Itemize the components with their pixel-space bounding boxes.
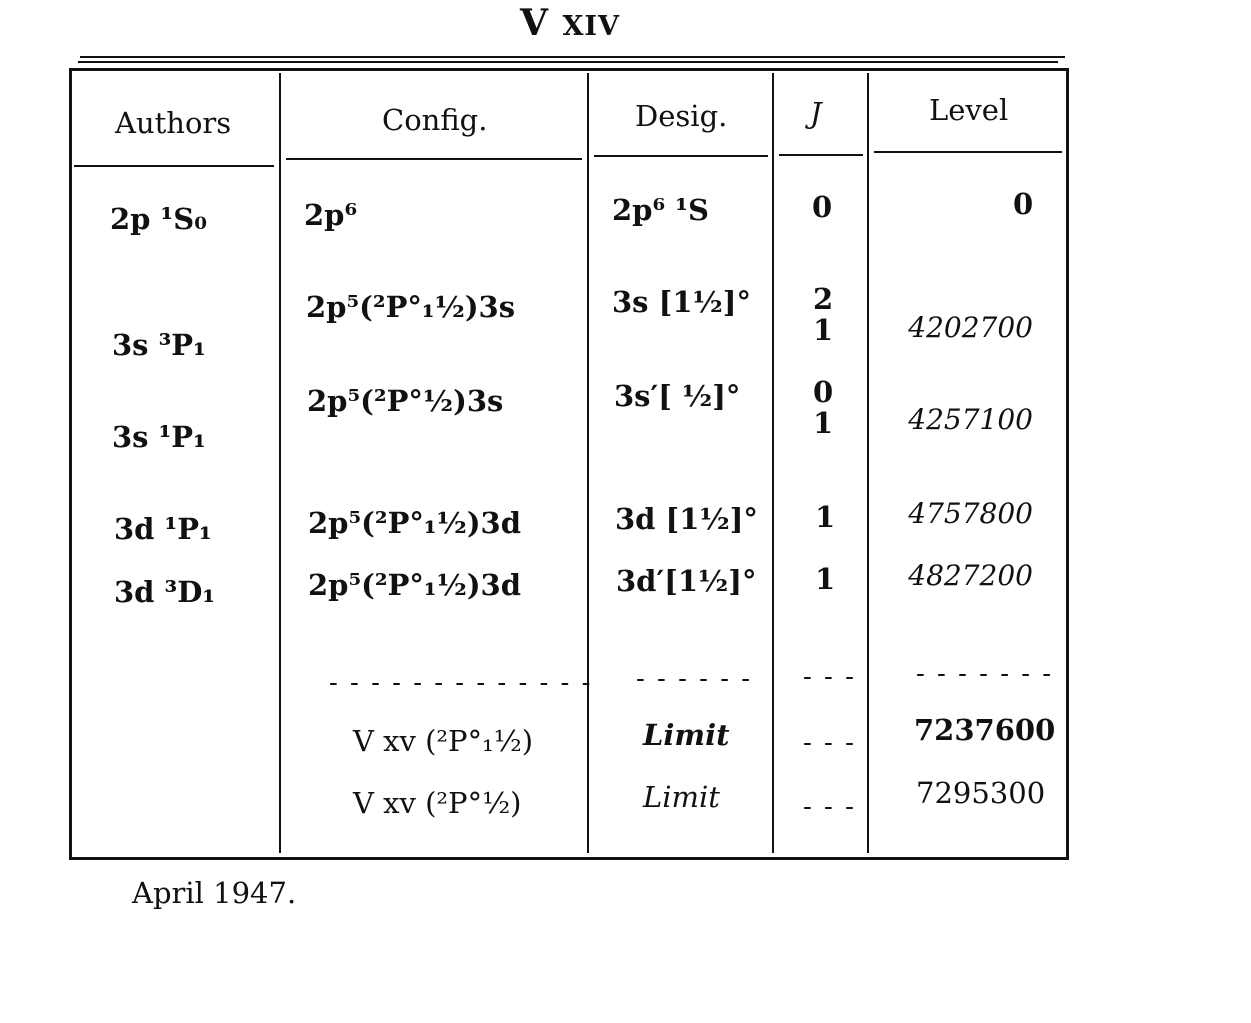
separator-desig: - - - - - - (636, 664, 753, 694)
date-note: April 1947. (132, 876, 297, 910)
limit-level: 7295300 (916, 776, 1046, 810)
limit-config: V xv (²P°½) (353, 786, 522, 820)
row-config: 2p⁵(²P°₁½)3s (306, 290, 516, 324)
row-level: 4257100 (908, 403, 1033, 436)
limit-desig: Limit (643, 780, 720, 814)
header-rule (779, 154, 863, 156)
row-level: 4757800 (908, 497, 1033, 530)
limit-desig: Limit (643, 718, 730, 752)
header-j: J (810, 96, 822, 130)
row-j-upper: 2 (813, 282, 834, 316)
row-desig: 3s′[ ½]° (614, 379, 741, 413)
row-j-lower: 1 (813, 313, 834, 347)
limit-config: V xv (²P°₁½) (353, 724, 534, 758)
header-level: Level (929, 93, 1009, 127)
header-rule (286, 158, 582, 160)
row-j: 0 (812, 190, 833, 224)
limit-j: - - - (803, 792, 856, 822)
row-level: 0 (1013, 187, 1034, 221)
column-divider (279, 73, 281, 853)
limit-level: 7237600 (914, 713, 1056, 747)
top-rule-inner (78, 61, 1058, 63)
header-desig: Desig. (635, 99, 728, 133)
header-config: Config. (382, 103, 488, 137)
row-j-upper: 0 (813, 375, 834, 409)
row-authors: 3d ¹P₁ (114, 512, 212, 546)
separator-j: - - - (803, 662, 856, 692)
row-j-lower: 1 (813, 406, 834, 440)
header-rule (874, 151, 1062, 153)
row-j: 1 (815, 562, 836, 596)
row-j: 1 (815, 500, 836, 534)
column-divider (867, 73, 869, 853)
header-rule (594, 155, 768, 157)
header-rule (74, 165, 274, 167)
row-authors: 3d ³D₁ (114, 575, 216, 609)
row-config: 2p⁵(²P°½)3s (307, 384, 504, 418)
separator-level: - - - - - - - (916, 659, 1054, 689)
header-authors: Authors (115, 106, 232, 140)
row-config: 2p⁵(²P°₁½)3d (308, 506, 522, 540)
column-divider (587, 73, 589, 853)
separator-config: - - - - - - - - - - - - - (329, 668, 593, 698)
row-desig: 3d′[1½]° (616, 564, 757, 598)
row-config: 2p⁶ (304, 198, 358, 232)
title-element: V (519, 2, 549, 44)
row-level: 4202700 (908, 311, 1033, 344)
row-authors: 3s ³P₁ (112, 328, 206, 362)
row-desig: 3s [1½]° (612, 285, 751, 319)
row-authors: 3s ¹P₁ (112, 420, 206, 454)
row-config: 2p⁵(²P°₁½)3d (308, 568, 522, 602)
limit-j: - - - (803, 728, 856, 758)
row-level: 4827200 (908, 559, 1033, 592)
top-rule (80, 56, 1065, 58)
row-desig: 2p⁶ ¹S (612, 193, 709, 227)
row-desig: 3d [1½]° (615, 502, 758, 536)
row-authors: 2p ¹S₀ (110, 202, 207, 236)
page-title (0, 2, 1140, 44)
title-ion-stage: XIV (562, 11, 620, 42)
column-divider (772, 73, 774, 853)
